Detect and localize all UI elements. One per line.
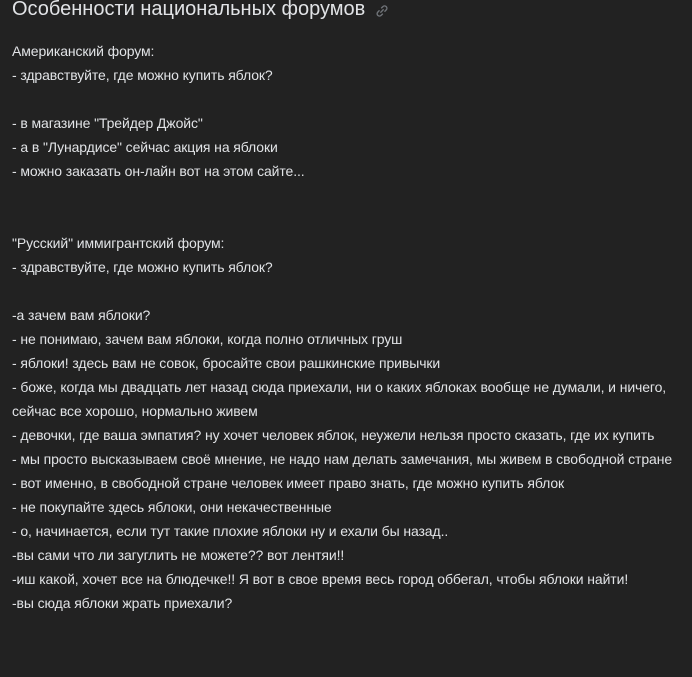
post-title: Особенности национальных форумов [12,0,366,20]
russian-reply: - мы просто высказываем своё мнение, не надо нам делать замечания, мы живем в свободной стране [12,451,673,467]
american-reply: - можно заказать он-лайн вот на этом сайте... [12,163,305,179]
russian-reply: -иш какой, хочет все на блюдечке!! Я вот в свое время весь город оббегал, чтобы яблоки найти! [12,571,629,587]
russian-forum-header: "Русский" иммигрантский форум: [12,235,225,251]
russian-reply: - девочки, где ваша эмпатия? ну хочет человек яблок, неужели нельзя просто сказать, где их купить [12,427,655,443]
link-icon[interactable] [375,4,389,18]
russian-reply: - о, начинается, если тут такие плохие яблоки ну и ехали бы назад.. [12,523,449,539]
american-reply: - а в "Лунардисе" сейчас акция на яблоки [12,139,278,155]
post-header [12,0,680,22]
american-question: - здравствуйте, где можно купить яблок? [12,67,273,83]
blank-line [12,183,680,207]
russian-reply: - яблоки! здесь вам не совок, бросайте свои рашкинские привычки [12,355,441,371]
russian-question: - здравствуйте, где можно купить яблок? [12,259,273,275]
blank-line [12,87,680,111]
russian-reply: - вот именно, в свободной стране человек имеет право знать, где можно купить яблок [12,475,565,491]
russian-reply: -а зачем вам яблоки? [12,307,151,323]
american-forum-header: Американский форум: [12,43,155,59]
blank-line [12,207,680,231]
post-body [12,39,680,615]
american-reply: - в магазине "Трейдер Джойс" [12,115,203,131]
russian-reply: -вы сюда яблоки жрать приехали? [12,595,233,611]
russian-reply: - боже, когда мы двадцать лет назад сюда приехали, ни о каких яблоках вообще не думали, и ничего, сейчас все хорошо, нормально живем [12,379,667,419]
blank-line [12,279,680,303]
russian-reply: -вы сами что ли загуглить не можете?? вот лентяи!! [12,547,345,563]
russian-reply: - не понимаю, зачем вам яблоки, когда полно отличных груш [12,331,403,347]
russian-reply: - не покупайте здесь яблоки, они некачественные [12,499,332,515]
